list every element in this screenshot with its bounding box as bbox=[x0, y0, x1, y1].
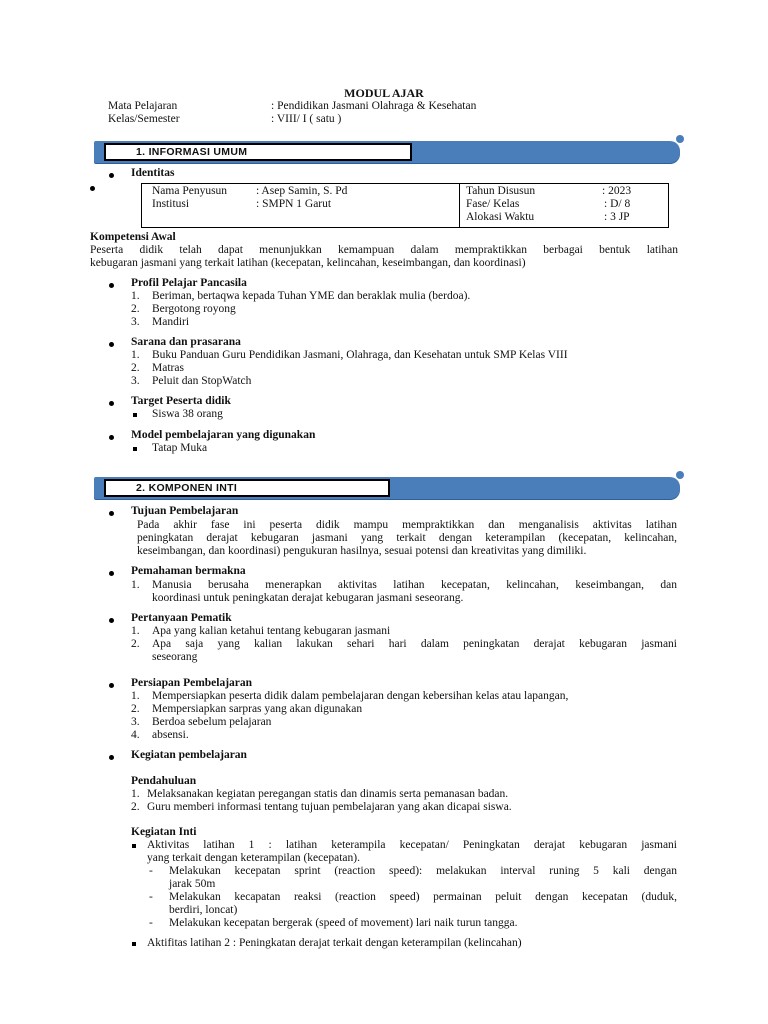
square-bullet-icon bbox=[133, 447, 137, 451]
profil-heading: Profil Pelajar Pancasila bbox=[131, 277, 247, 289]
list-item: Buku Panduan Guru Pendidikan Jasmani, Olahraga, dan Kesehatan untuk SMP Kelas VIII bbox=[152, 349, 568, 361]
tujuan-text-1: Pada akhir fase ini peserta didik mampu mempraktikkan dan menganalisis aktivitas latihan bbox=[137, 519, 677, 531]
sub-activity: Melakukan kecepatan bergerak (speed of movement) lari naik turun tangga. bbox=[169, 917, 518, 929]
list-item: Mandiri bbox=[152, 316, 190, 328]
square-bullet-icon bbox=[132, 844, 136, 848]
tujuan-heading: Tujuan Pembelajaran bbox=[131, 505, 239, 517]
id-tahun-value: : 2023 bbox=[602, 185, 632, 197]
list-item: Peluit dan StopWatch bbox=[152, 375, 252, 387]
document-title: MODUL AJAR bbox=[344, 86, 424, 100]
square-bullet-icon bbox=[133, 413, 137, 417]
list-item: Manusia berusaha menerapkan aktivitas latihan kecepatan, kelincahan, keseimbangan, dan bbox=[152, 579, 677, 591]
section-banner-komponen-inti bbox=[94, 477, 680, 499]
section-title: 2. KOMPONEN INTI bbox=[104, 479, 390, 497]
id-name-value: : Asep Samin, S. Pd bbox=[256, 185, 348, 197]
activity-1-text: Aktivitas latihan 1 : latihan keterampila kecepatan/ Peningkatan derajat kebugaran jasmani bbox=[147, 839, 677, 851]
id-institusi-value: : SMPN 1 Garut bbox=[256, 198, 332, 210]
id-fase-key: Fase/ Kelas bbox=[466, 198, 520, 210]
list-item: Bergotong royong bbox=[152, 303, 236, 315]
kegiatan-heading: Kegiatan pembelajaran bbox=[131, 749, 247, 761]
meta-subject: Mata Pelajaran : Pendidikan Jasmani Olahraga & Kesehatan bbox=[108, 100, 477, 112]
pemahaman-heading: Pemahaman bermakna bbox=[131, 565, 246, 577]
bullet-icon bbox=[109, 571, 114, 576]
bullet-icon bbox=[109, 173, 114, 178]
list-item: Apa yang kalian ketahui tentang kebugaran jasmani bbox=[152, 625, 391, 637]
target-heading: Target Peserta didik bbox=[131, 395, 231, 407]
id-alokasi-key: Alokasi Waktu bbox=[466, 211, 535, 223]
list-item: Beriman, bertaqwa kepada Tuhan YME dan beraklak mulia (berdoa). bbox=[152, 290, 471, 302]
sub-activity: Melakukan kecepatan sprint (reaction speed): melakukan interval runing 5 kali dengan bbox=[169, 865, 677, 877]
tujuan-text-2: peningkatan derajat kebugaran jasmani yang terkait dengan keterampilan (kecepatan, kelincahan, bbox=[137, 532, 677, 544]
bullet-icon bbox=[109, 401, 114, 406]
kompetensi-heading: Kompetensi Awal bbox=[90, 231, 176, 243]
list-item: Melaksanakan kegiatan peregangan statis dan dinamis serta pemanasan badan. bbox=[147, 788, 509, 800]
list-item: absensi. bbox=[152, 729, 189, 741]
bullet-icon bbox=[109, 511, 114, 516]
kompetensi-text-2: kebugaran jasmani yang terkait latihan (kecepatan, kelincahan, keseimbangan, dan koordinasi) bbox=[90, 257, 526, 269]
bullet-icon bbox=[109, 435, 114, 440]
bullet-icon bbox=[109, 283, 114, 288]
tujuan-text-3: keseimbangan, dan koordinasi) pengukuran hasilnya, sesuai potensi dan kreativitas yang dimiliki. bbox=[137, 545, 587, 557]
list-item: Siswa 38 orang bbox=[152, 408, 223, 420]
list-item: Guru memberi informasi tentang tujuan pembelajaran yang akan dicapai siswa. bbox=[147, 801, 512, 813]
list-item: Matras bbox=[152, 362, 184, 374]
list-item: Mempersiapkan sarpras yang akan digunakan bbox=[152, 703, 363, 715]
id-alokasi-value: : 3 JP bbox=[604, 211, 630, 223]
kegiatan-inti-heading: Kegiatan Inti bbox=[131, 826, 197, 838]
bullet-icon bbox=[109, 618, 114, 623]
activity-2-text: Aktifitas latihan 2 : Peningkatan derajat terkait dengan keterampilan (kelincahan) bbox=[147, 937, 522, 949]
persiapan-heading: Persiapan Pembelajaran bbox=[131, 677, 253, 689]
list-item: Berdoa sebelum pelajaran bbox=[152, 716, 272, 728]
list-item: Mempersiapkan peserta didik dalam pembelajaran dengan kebersihan kelas atau lapangan, bbox=[152, 690, 569, 702]
list-item-cont: koordinasi untuk peningkatan derajat kebugaran jasmani seseorang. bbox=[152, 592, 464, 604]
model-heading: Model pembelajaran yang digunakan bbox=[131, 429, 316, 441]
pendahuluan-heading: Pendahuluan bbox=[131, 775, 197, 787]
sub-activity-cont: berdiri, loncat) bbox=[169, 904, 238, 916]
kompetensi-text-1: Peserta didik telah dapat menunjukkan kemampuan dalam mempraktikkan berbagai bentuk latihan bbox=[90, 244, 678, 256]
list-item: Apa saja yang kalian lakukan sehari hari dalam peningkatan derajat kebugaran jasmani bbox=[152, 638, 677, 650]
sub-activity: Melakukan kecapatan reaksi (reaction speed) permainan peluit dengan kecepatan (duduk, bbox=[169, 891, 677, 903]
list-item-cont: seseorang bbox=[152, 651, 198, 663]
section-banner-informasi-umum bbox=[94, 141, 680, 163]
bullet-icon bbox=[109, 683, 114, 688]
activity-1-text-cont: yang terkait dengan keterampilan (kecepatan). bbox=[147, 852, 360, 864]
id-name-key: Nama Penyusun bbox=[152, 185, 228, 197]
bullet-icon bbox=[109, 342, 114, 347]
identity-table bbox=[141, 183, 669, 228]
list-item: Tatap Muka bbox=[152, 442, 208, 454]
id-tahun-key: Tahun Disusun bbox=[466, 185, 536, 197]
sarana-heading: Sarana dan prasarana bbox=[131, 336, 241, 348]
section-title: 1. INFORMASI UMUM bbox=[104, 143, 412, 161]
identitas-heading: Identitas bbox=[131, 167, 175, 179]
square-bullet-icon bbox=[132, 942, 136, 946]
pertanyaan-heading: Pertanyaan Pematik bbox=[131, 612, 232, 624]
bullet-icon bbox=[90, 186, 95, 191]
id-institusi-key: Institusi bbox=[152, 198, 190, 210]
id-fase-value: : D/ 8 bbox=[604, 198, 631, 210]
bullet-icon bbox=[109, 755, 114, 760]
meta-class: Kelas/Semester : VIII/ I ( satu ) bbox=[108, 113, 342, 125]
sub-activity-cont: jarak 50m bbox=[169, 878, 216, 890]
